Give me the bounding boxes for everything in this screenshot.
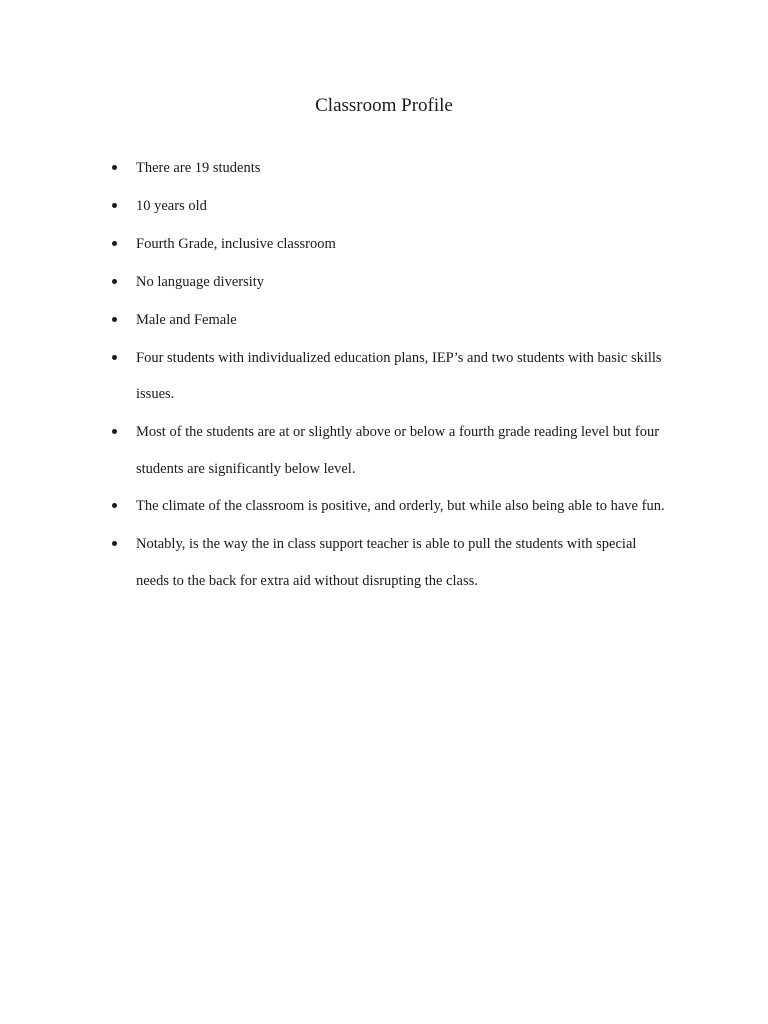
list-item-text: Notably, is the way the in class support teacher is able to pull the students with special needs to the back for extra aid without disrupting the class. xyxy=(136,536,637,589)
list-item-text: The climate of the classroom is positive, and orderly, but while also being able to have fun. xyxy=(136,498,665,515)
bullet-icon xyxy=(112,241,117,246)
bullet-icon xyxy=(112,355,117,360)
bullet-icon xyxy=(112,165,117,170)
bullet-icon xyxy=(112,429,117,434)
list-item xyxy=(108,414,668,487)
list-item xyxy=(108,150,668,186)
bullet-icon xyxy=(112,541,117,546)
list-item xyxy=(108,264,668,300)
page-title: Classroom Profile xyxy=(315,95,453,116)
list-item-text: Four students with individualized education plans, IEP’s and two students with basic skills issues. xyxy=(136,349,662,403)
bullet-icon xyxy=(112,317,117,322)
list-item xyxy=(108,188,668,224)
list-item-text: Most of the students are at or slightly above or below a fourth grade reading level but four students are significantly below level. xyxy=(136,424,660,477)
bullet-list xyxy=(108,150,668,601)
list-item xyxy=(108,302,668,338)
list-item xyxy=(108,488,668,524)
list-item-text: No language diversity xyxy=(136,273,265,290)
bullet-icon xyxy=(112,203,117,208)
list-item xyxy=(108,226,668,262)
list-item xyxy=(108,526,668,599)
list-item-text: Fourth Grade, inclusive classroom xyxy=(136,235,336,252)
bullet-icon xyxy=(112,503,117,508)
list-item-text: Male and Female xyxy=(136,311,237,328)
list-item-text: There are 19 students xyxy=(136,160,261,176)
bullet-icon xyxy=(112,279,117,284)
list-item xyxy=(108,340,668,413)
list-item-text: 10 years old xyxy=(136,197,207,214)
